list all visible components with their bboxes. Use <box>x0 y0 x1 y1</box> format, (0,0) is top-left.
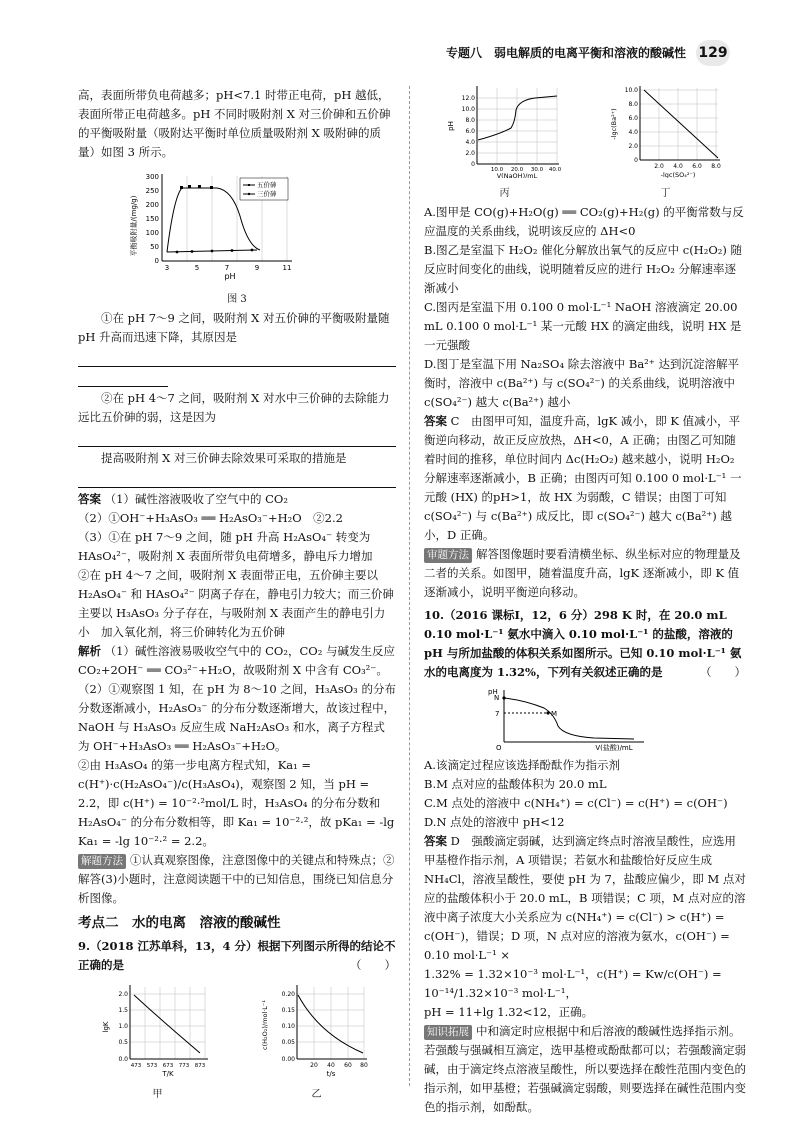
figure-ding-xtick: 4.0 <box>672 163 683 170</box>
answer-4: ②在 pH 4～7 之间，吸附剂 X 表面带正电，五价砷主要以 H₂AsO₄⁻ 和 HAsO₄²⁻ 阴离子存在，静电引力较大；而三价砷主要以 H₃AsO₃ 分子存在，与吸附剂 X 表面产生的静电引力小 加入氧化剂，将三价砷转化为五价砷 <box>78 568 394 639</box>
page-number: 129 <box>696 40 730 66</box>
figure-bing-caption: 丙 <box>499 188 510 199</box>
figure-ding-xtick: 2.0 <box>653 163 664 170</box>
label-o: O <box>496 744 502 752</box>
figure-yi-xlabel: t/s <box>326 1070 336 1078</box>
page-header <box>400 40 730 66</box>
figure-yi-xtick: 20 <box>310 1062 318 1069</box>
figure-10-chart <box>484 686 654 752</box>
label-7: 7 <box>495 710 500 718</box>
answer-1: （1）碱性溶液吸收了空气中的 CO₂ <box>104 492 288 506</box>
answer-paren: （ ） <box>700 665 746 679</box>
figure-10-ylabel: pH <box>488 688 498 696</box>
figure-ding-xtick: 8.0 <box>710 163 721 170</box>
figure-yi-ytick: 0.20 <box>281 991 295 998</box>
figure-yi-curve <box>298 995 363 1053</box>
figure-jia-xtick: 773 <box>178 1063 190 1069</box>
figure-yi-ylabel: c(H₂O₂)/mol·L⁻¹ <box>261 1000 269 1050</box>
fig3-xtick: 3 <box>164 264 170 272</box>
question-10: 10.（2016 课标Ⅰ，12，6 分）298 K 时，在 20.0 mL 0.10 mol·L⁻¹ 氨水中滴入 0.10 mol·L⁻¹ 的盐酸，溶液的 pH 与所加盐酸的体积关系如图所示。已知 0.10 mol·L⁻¹ 氨水的电离度为 1.32%，下列有关叙述正确的是 <box>424 608 742 679</box>
answer-10-end: pH = 11+lg 1.32<12，正确。 <box>424 1005 594 1019</box>
figure-yi-caption: 乙 <box>311 1089 322 1100</box>
figure-bing-ytick: 6.0 <box>464 128 475 135</box>
fig3-legend-trivalent: 三价砷 <box>257 190 277 198</box>
figure-jia-xtick: 473 <box>130 1063 142 1069</box>
answer-10-label: 答案 <box>424 834 447 848</box>
point-m <box>546 711 549 714</box>
figure-10-xlabel: V(盐酸)/mL <box>595 744 633 752</box>
option-10b: B.M 点对应的盐酸体积为 20.0 mL <box>424 777 607 791</box>
question-3: 提高吸附剂 X 对三价砷去除效果可采取的措施是 <box>101 451 347 465</box>
figure-yi-xtick: 60 <box>344 1062 352 1069</box>
section-title: 考点二 水的电离 溶液的酸碱性 <box>78 915 281 931</box>
figure-jia-xtick: 573 <box>146 1063 158 1069</box>
fig3-legend-pentavalent: 五价砷 <box>257 181 277 189</box>
answer-blank[interactable] <box>78 429 396 447</box>
figure-3-chart <box>122 166 352 286</box>
figure-jia-ytick: 0.5 <box>118 1039 128 1046</box>
method-9-text: 解答图像题时要看清横坐标、纵坐标对应的物理量及二者的关系。如图甲，随着温度升高，lgK 逐渐减小，即 K 值逐渐减小，说明平衡逆向移动。 <box>424 547 741 599</box>
figure-bing-chart <box>445 82 565 178</box>
fig3-xlabel: pH <box>224 272 236 281</box>
fig3-xtick: 11 <box>282 264 292 272</box>
header-title: 专题八 弱电解质的电离平衡和溶液的酸碱性 <box>445 46 686 60</box>
figure-jia-xtick: 673 <box>162 1063 174 1069</box>
fig3-ytick: 300 <box>145 173 159 181</box>
method-tag: 解题方法 <box>78 854 126 869</box>
answer-2: （2）①OH⁻+H₃AsO₃ ══ H₂AsO₃⁻+H₂O ②2.2 <box>78 511 343 525</box>
figure-ding-ylabel: -lgc(Ba²⁺) <box>609 108 618 140</box>
question-2: ②在 pH 4～7 之间，吸附剂 X 对水中三价砷的去除能力远比五价砷的弱，这是因为 <box>78 391 390 424</box>
option-a: A.图甲是 CO(g)+H₂O(g) ══ CO₂(g)+H₂(g) 的平衡常数与反应温度的关系曲线，说明该反应的 ΔH<0 <box>424 205 744 238</box>
option-c: C.图丙是室温下用 0.100 0 mol·L⁻¹ NaOH 溶液滴定 20.00 mL 0.100 0 mol·L⁻¹ 某一元酸 HX 的滴定曲线，说明 HX 是一元强酸 <box>424 300 742 352</box>
figure-ding-ytick: 2.0 <box>627 143 638 150</box>
figure-jia-ylabel: lgK <box>102 1021 110 1033</box>
figure-bing-ytick: 2.0 <box>464 150 475 157</box>
fig3-xtick: 9 <box>254 264 260 272</box>
figure-bing-curve <box>478 96 557 140</box>
figure-ding-ytick: 0 <box>633 157 638 164</box>
left-column <box>78 86 396 1104</box>
figure-jia-ytick: 0.0 <box>118 1056 128 1063</box>
figure-yi-chart <box>259 979 374 1079</box>
figure-yi-ytick: 0.10 <box>281 1023 295 1030</box>
answer-paren: （ ） <box>350 958 396 972</box>
answer-10-formula: 1.32% = 1.32×10⁻³ mol·L⁻¹，c(H⁺) = Kw/c(OH⁻) = 10⁻¹⁴/1.32×10⁻³ mol·L⁻¹， <box>424 967 722 1000</box>
figure-jia-ytick: 2.0 <box>118 991 128 998</box>
fig3-ytick: 50 <box>150 243 159 251</box>
label-m: M <box>551 710 558 718</box>
answer-blank[interactable] <box>78 349 396 367</box>
figure-ding-caption: 丁 <box>660 188 671 199</box>
fig3-ytick: 100 <box>145 229 159 237</box>
figures-9-right <box>424 82 746 203</box>
figure-yi-ytick: 0.15 <box>281 1007 295 1014</box>
figure-ding-xtick: 6.0 <box>691 163 702 170</box>
figure-yi-ytick: 0.00 <box>281 1056 295 1063</box>
figure-ding-xlabel: -lgc(SO₄²⁻) <box>660 171 695 178</box>
figure-ding-ytick: 10.0 <box>624 87 638 94</box>
option-10a: A.该滴定过程应该选择酚酞作为指示剂 <box>424 758 620 772</box>
figure-jia-chart <box>100 979 215 1079</box>
figure-jia-ytick: 1.5 <box>118 1007 128 1014</box>
answer-10: D 强酸滴定弱碱，达到滴定终点时溶液呈酸性，应选用甲基橙作指示剂，A 项错误；若氨水和盐酸恰好反应生成 NH₄Cl，溶液呈酸性，要使 pH 为 7，盐酸应偏少，即 M 点对应的盐酸体积小于 20.0 mL，B 项错误；C 项，M 点对应的溶液中离子浓度大小关系应为 c(NH₄⁺) = c(Cl⁻) > c(H⁺) = c(OH⁻)，错误；D 项，N 点对应的溶液为氨水，c(OH⁻) = 0.10 mol·L⁻¹ × <box>424 834 746 962</box>
figure-bing-xtick: 10.0 <box>490 167 503 173</box>
figure-jia-ytick: 1.0 <box>118 1023 128 1030</box>
figure-bing-xtick: 30.0 <box>530 167 543 173</box>
fig3-ytick: 150 <box>145 215 159 223</box>
option-b: B.图乙是室温下 H₂O₂ 催化分解放出氧气的反应中 c(H₂O₂) 随反应时间变化的曲线，说明随着反应的进行 H₂O₂ 分解速率逐渐减小 <box>424 243 742 295</box>
method-text: ①认真观察图像，注意图像中的关键点和特殊点；②解答(3)小题时，注意阅读题干中的已知信息，围绕已知信息分析图像。 <box>78 853 395 905</box>
point-n <box>502 696 505 699</box>
extension-text: 中和滴定时应根据中和后溶液的酸碱性选择指示剂。若强酸与强碱相互滴定，选甲基橙或酚酞都可以；若强酸滴定弱碱，由于滴定终点溶液呈酸性，所以要选择在酸性范围内变色的指示剂，如甲基橙；若强碱滴定弱酸，则要选择在碱性范围内变色的指示剂，如酚酞。 <box>424 1024 746 1114</box>
question-9: 9.（2018 江苏单科，13，4 分）根据下列图示所得的结论不正确的是 <box>78 939 396 972</box>
figure-ding-line <box>644 90 718 158</box>
right-column <box>424 82 746 1117</box>
figure-bing-xtick: 20.0 <box>510 167 523 173</box>
figure-ding-ytick: 4.0 <box>627 129 638 136</box>
option-10d: D.N 点处的溶液中 pH<12 <box>424 815 565 829</box>
figures-9-left <box>78 979 396 1104</box>
option-d: D.图丁是室温下用 Na₂SO₄ 除去溶液中 Ba²⁺ 达到沉淀溶解平衡时，溶液中 c(Ba²⁺) 与 c(SO₄²⁻) 的关系曲线，说明溶液中 c(SO₄²⁻) 越大 c(Ba²⁺) 越小 <box>424 357 740 409</box>
figure-bing-ytick: 0 <box>470 161 475 168</box>
intro-text: 高，表面所带负电荷越多；pH<7.1 时带正电荷，pH 越低，表面所带正电荷越多。pH 不同时吸附剂 X 对三价砷和五价砷的平衡吸附量（吸附达平衡时单位质量吸附剂 X 吸附砷的质量）如图 3 所示。 <box>78 88 391 159</box>
option-10c: C.M 点处的溶液中 c(NH₄⁺) = c(Cl⁻) = c(H⁺) = c(OH⁻) <box>424 796 728 810</box>
question-1: ①在 pH 7～9 之间，吸附剂 X 对五价砷的平衡吸附量随 pH 升高而迅速下降，其原因是 <box>78 311 390 344</box>
fig3-ytick: 0 <box>154 257 159 265</box>
analysis-1: （1）碱性溶液易吸收空气中的 CO₂，CO₂ 与碱发生反应 CO₂+2OH⁻ ══ CO₃²⁻+H₂O，故吸附剂 X 中含有 CO₃²⁻。 <box>78 644 395 677</box>
figure-yi-xtick: 80 <box>360 1062 368 1069</box>
figure-bing-ytick: 8.0 <box>464 117 475 124</box>
figure-bing-ytick: 12.0 <box>461 95 475 102</box>
fig3-xtick: 5 <box>194 264 200 272</box>
label-n: N <box>494 694 500 702</box>
answer-blank[interactable] <box>78 369 168 387</box>
answer-blank[interactable] <box>78 470 396 488</box>
fig3-ytick: 250 <box>145 187 159 195</box>
analysis-3: ②由 H₃AsO₄ 的第一步电离方程式知，Ka₁ = c(H⁺)·c(H₂AsO₄⁻)/c(H₃AsO₄)，观察图 2 知，当 pH = 2.2，即 c(H⁺) = 10⁻²·²mol/L 时，H₃AsO₄ 的分布分数和 H₂AsO₄⁻ 的分布分数相等，即 Ka₁ = 10⁻²·²，故 pKa₁ = -lg Ka₁ = -lg 10⁻²·² = 2.2。 <box>78 758 395 848</box>
answer-9: C 由图甲可知，温度升高，lgK 减小，即 K 值减小，平衡逆向移动，故正反应放热，ΔH<0，A 正确；由图乙可知随着时间的推移，单位时间内 Δc(H₂O₂) 越来越小，说明 H₂O₂ 分解速率逐渐减小，B 正确；由图丙可知 0.100 0 mol·L⁻¹ 一元酸 (HX) 的pH>1，故 HX 为弱酸，C 错误；由图丁可知 c(SO₄²⁻) 与 c(Ba²⁺) 成反比，即 c(SO₄²⁻) 越大 c(Ba²⁺) 越小，D 正确。 <box>424 414 742 542</box>
figure-10-curve <box>504 698 634 739</box>
answer-9-label: 答案 <box>424 414 447 428</box>
figure-3-caption: 图 3 <box>227 294 247 305</box>
figure-bing-ylabel: pH <box>446 121 455 131</box>
figure-jia-xtick: 873 <box>194 1063 206 1069</box>
figure-ding-ytick: 6.0 <box>627 115 638 122</box>
figure-jia-caption: 甲 <box>152 1089 163 1100</box>
figure-bing-ytick: 4.0 <box>464 139 475 146</box>
analysis-2: （2）①观察图 1 知，在 pH 为 8～10 之间，H₃AsO₃ 的分布分数逐渐减小，H₂AsO₃⁻ 的分布分数逐渐增大，故该过程中，NaOH 与 H₃AsO₃ 反应生成 NaH₂AsO₃ 和水，离子方程式为 OH⁻+H₃AsO₃ ══ H₂AsO₃⁻+H₂O。 <box>78 682 396 753</box>
answer-3: （3）①在 pH 7～9 之间，随 pH 升高 H₂AsO₄⁻ 转变为 HAsO₄²⁻，吸附剂 X 表面所带负电荷增多，静电斥力增加 <box>78 530 373 563</box>
figure-bing-xlabel: V(NaOH)/mL <box>496 172 537 178</box>
figure-bing-xtick: 40.0 <box>548 167 561 173</box>
figure-yi-ytick: 0.05 <box>281 1039 295 1046</box>
fig3-ytick: 200 <box>145 201 159 209</box>
figure-jia-xlabel: T/K <box>162 1070 174 1078</box>
fig3-ylabel: 平衡吸附量/(mg/g) <box>130 195 138 257</box>
figure-ding-ytick: 8.0 <box>627 101 638 108</box>
figure-bing-ytick: 10.0 <box>461 106 475 113</box>
column-divider <box>409 86 410 1086</box>
fig3-xtick: 7 <box>224 264 230 272</box>
method-9-tag: 审题方法 <box>424 548 472 563</box>
analysis-label: 解析 <box>78 644 101 658</box>
answer-label: 答案 <box>78 492 101 506</box>
extension-tag: 知识拓展 <box>424 1025 472 1040</box>
figure-yi-xtick: 40 <box>327 1062 335 1069</box>
figure-ding-chart <box>606 82 726 178</box>
